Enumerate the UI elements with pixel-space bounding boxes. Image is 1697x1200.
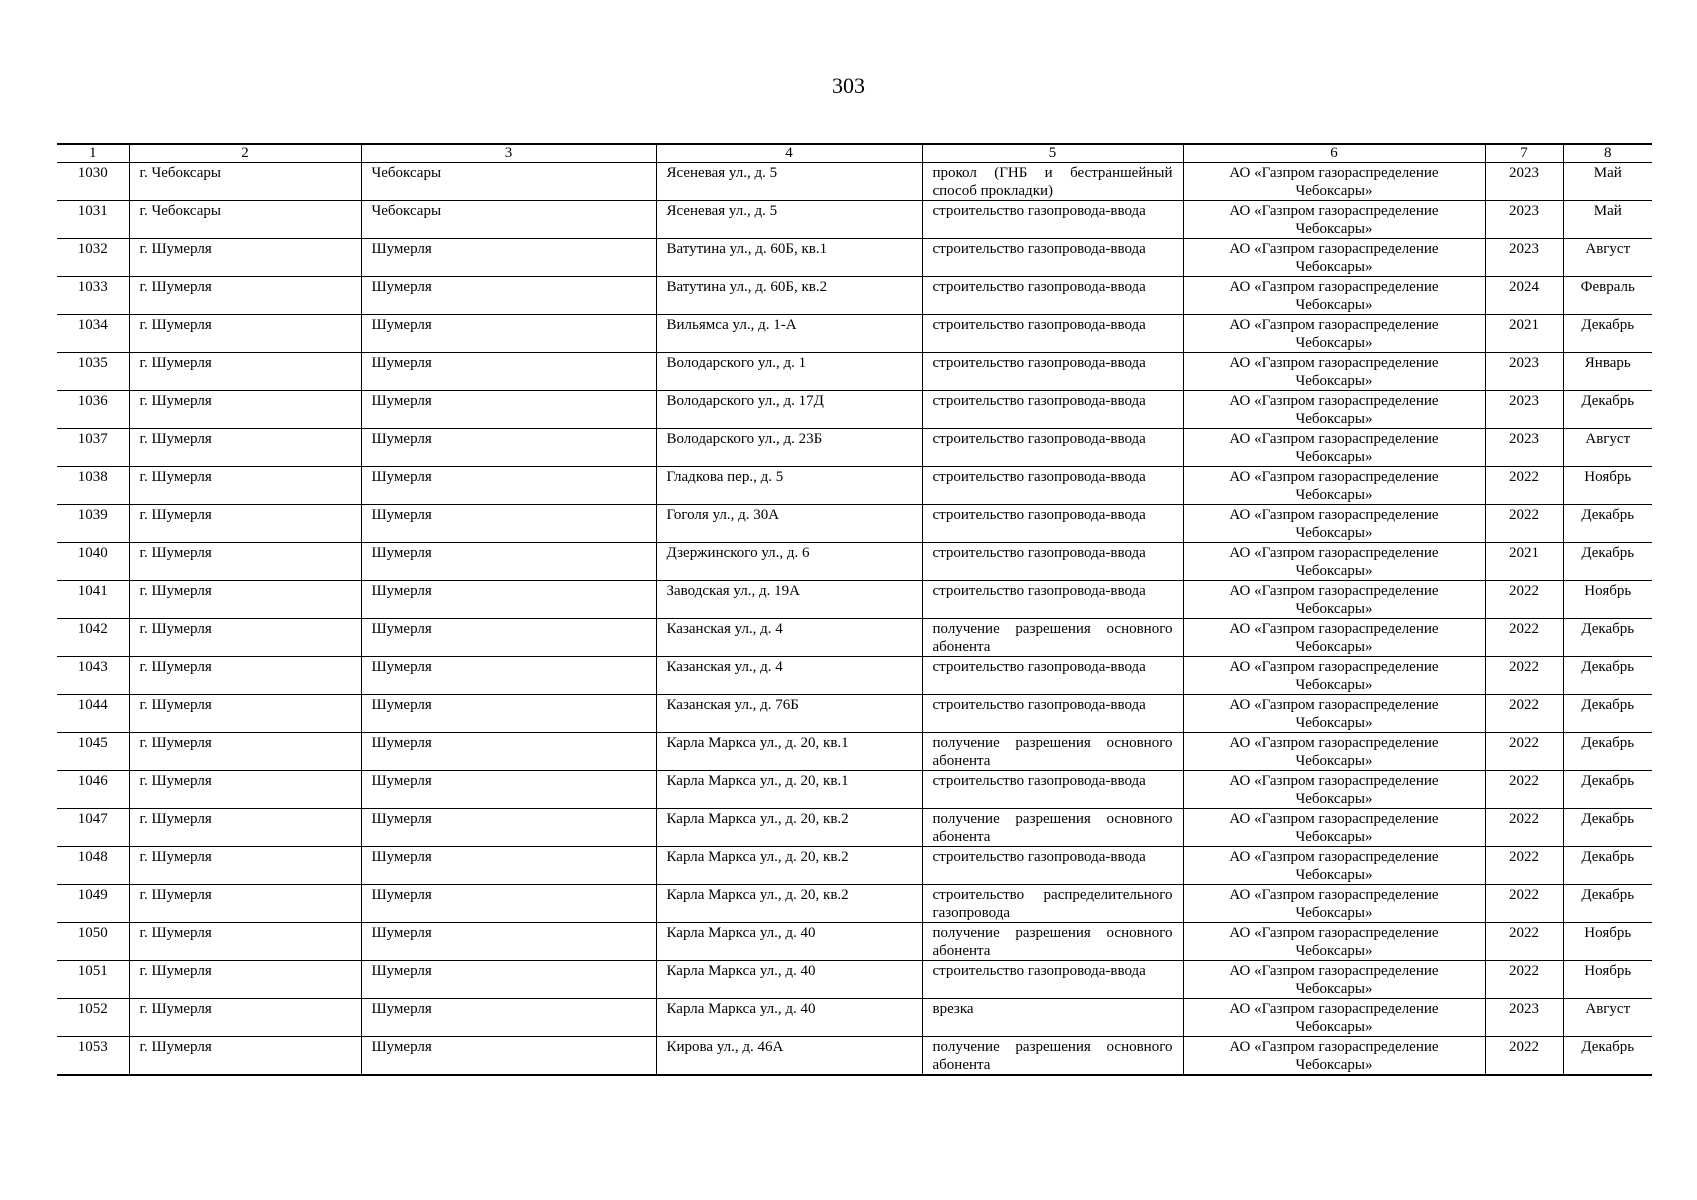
organization-cell: АО «Газпром газораспределение Чебоксары»: [1183, 505, 1485, 543]
address-cell: Казанская ул., д. 4: [656, 657, 922, 695]
row-number: 1035: [57, 353, 129, 391]
municipality-cell: г. Шумерля: [129, 619, 361, 657]
table-row: [57, 657, 1652, 695]
work-type-cell: строительство газопровода-ввода: [922, 315, 1183, 353]
month-cell: Декабрь: [1563, 657, 1652, 695]
table-row: [57, 695, 1652, 733]
table-row: [57, 429, 1652, 467]
table-body: [57, 163, 1652, 1076]
municipality-cell: г. Шумерля: [129, 809, 361, 847]
year-cell: 2022: [1485, 505, 1563, 543]
table-row: [57, 885, 1652, 923]
row-number: 1044: [57, 695, 129, 733]
year-cell: 2023: [1485, 999, 1563, 1037]
municipality-cell: г. Шумерля: [129, 999, 361, 1037]
row-number: 1042: [57, 619, 129, 657]
month-cell: Август: [1563, 429, 1652, 467]
work-type-cell: строительство распределительного газопровода: [922, 885, 1183, 923]
month-cell: Декабрь: [1563, 619, 1652, 657]
table-row: [57, 847, 1652, 885]
year-cell: 2022: [1485, 961, 1563, 999]
organization-cell: АО «Газпром газораспределение Чебоксары»: [1183, 239, 1485, 277]
municipality-cell: г. Шумерля: [129, 429, 361, 467]
settlement-cell: Шумерля: [361, 581, 656, 619]
year-cell: 2022: [1485, 657, 1563, 695]
month-cell: Декабрь: [1563, 505, 1652, 543]
table-row: [57, 923, 1652, 961]
settlement-cell: Чебоксары: [361, 201, 656, 239]
organization-cell: АО «Газпром газораспределение Чебоксары»: [1183, 201, 1485, 239]
address-cell: Кирова ул., д. 46А: [656, 1037, 922, 1076]
year-cell: 2022: [1485, 923, 1563, 961]
municipality-cell: г. Шумерля: [129, 695, 361, 733]
municipality-cell: г. Шумерля: [129, 733, 361, 771]
settlement-cell: Шумерля: [361, 505, 656, 543]
year-cell: 2022: [1485, 619, 1563, 657]
address-cell: Карла Маркса ул., д. 40: [656, 999, 922, 1037]
settlement-cell: Шумерля: [361, 923, 656, 961]
work-type-cell: получение разрешения основного абонента: [922, 1037, 1183, 1076]
organization-cell: АО «Газпром газораспределение Чебоксары»: [1183, 1037, 1485, 1076]
work-type-cell: строительство газопровода-ввода: [922, 239, 1183, 277]
organization-cell: АО «Газпром газораспределение Чебоксары»: [1183, 353, 1485, 391]
year-cell: 2023: [1485, 429, 1563, 467]
row-number: 1048: [57, 847, 129, 885]
year-cell: 2022: [1485, 847, 1563, 885]
year-cell: 2021: [1485, 543, 1563, 581]
month-cell: Ноябрь: [1563, 923, 1652, 961]
table-row: [57, 239, 1652, 277]
organization-cell: АО «Газпром газораспределение Чебоксары»: [1183, 809, 1485, 847]
year-cell: 2023: [1485, 201, 1563, 239]
column-header: 8: [1563, 144, 1652, 163]
organization-cell: АО «Газпром газораспределение Чебоксары»: [1183, 315, 1485, 353]
address-cell: Володарского ул., д. 17Д: [656, 391, 922, 429]
organization-cell: АО «Газпром газораспределение Чебоксары»: [1183, 657, 1485, 695]
municipality-cell: г. Шумерля: [129, 1037, 361, 1076]
settlement-cell: Шумерля: [361, 999, 656, 1037]
year-cell: 2022: [1485, 467, 1563, 505]
address-cell: Ватутина ул., д. 60Б, кв.1: [656, 239, 922, 277]
table-row: [57, 999, 1652, 1037]
work-type-cell: строительство газопровода-ввода: [922, 201, 1183, 239]
table-row: [57, 733, 1652, 771]
row-number: 1031: [57, 201, 129, 239]
work-type-cell: строительство газопровода-ввода: [922, 657, 1183, 695]
row-number: 1045: [57, 733, 129, 771]
column-header: 3: [361, 144, 656, 163]
table-row: [57, 391, 1652, 429]
municipality-cell: г. Шумерля: [129, 277, 361, 315]
address-cell: Карла Маркса ул., д. 20, кв.2: [656, 847, 922, 885]
column-header: 1: [57, 144, 129, 163]
column-number-header-row: [57, 144, 1652, 163]
settlement-cell: Шумерля: [361, 961, 656, 999]
settlement-cell: Шумерля: [361, 467, 656, 505]
work-type-cell: получение разрешения основного абонента: [922, 809, 1183, 847]
year-cell: 2022: [1485, 771, 1563, 809]
work-type-cell: строительство газопровода-ввода: [922, 847, 1183, 885]
address-cell: Карла Маркса ул., д. 40: [656, 961, 922, 999]
row-number: 1043: [57, 657, 129, 695]
year-cell: 2023: [1485, 353, 1563, 391]
organization-cell: АО «Газпром газораспределение Чебоксары»: [1183, 277, 1485, 315]
settlement-cell: Шумерля: [361, 771, 656, 809]
month-cell: Декабрь: [1563, 543, 1652, 581]
work-type-cell: строительство газопровода-ввода: [922, 543, 1183, 581]
organization-cell: АО «Газпром газораспределение Чебоксары»: [1183, 619, 1485, 657]
row-number: 1034: [57, 315, 129, 353]
municipality-cell: г. Шумерля: [129, 885, 361, 923]
row-number: 1033: [57, 277, 129, 315]
column-header: 7: [1485, 144, 1563, 163]
row-number: 1039: [57, 505, 129, 543]
month-cell: Декабрь: [1563, 885, 1652, 923]
municipality-cell: г. Шумерля: [129, 467, 361, 505]
month-cell: Август: [1563, 239, 1652, 277]
work-type-cell: получение разрешения основного абонента: [922, 923, 1183, 961]
settlement-cell: Шумерля: [361, 239, 656, 277]
settlement-cell: Шумерля: [361, 277, 656, 315]
municipality-cell: г. Чебоксары: [129, 163, 361, 201]
municipality-cell: г. Шумерля: [129, 353, 361, 391]
year-cell: 2023: [1485, 239, 1563, 277]
address-cell: Ясеневая ул., д. 5: [656, 201, 922, 239]
work-type-cell: получение разрешения основного абонента: [922, 619, 1183, 657]
work-type-cell: прокол (ГНБ и бестраншейный способ прокладки): [922, 163, 1183, 201]
row-number: 1053: [57, 1037, 129, 1076]
work-type-cell: строительство газопровода-ввода: [922, 429, 1183, 467]
column-header: 6: [1183, 144, 1485, 163]
organization-cell: АО «Газпром газораспределение Чебоксары»: [1183, 429, 1485, 467]
work-type-cell: строительство газопровода-ввода: [922, 277, 1183, 315]
row-number: 1041: [57, 581, 129, 619]
municipality-cell: г. Шумерля: [129, 961, 361, 999]
table-row: [57, 1037, 1652, 1076]
column-header: 2: [129, 144, 361, 163]
month-cell: Май: [1563, 201, 1652, 239]
settlement-cell: Шумерля: [361, 809, 656, 847]
address-cell: Володарского ул., д. 1: [656, 353, 922, 391]
organization-cell: АО «Газпром газораспределение Чебоксары»: [1183, 391, 1485, 429]
year-cell: 2022: [1485, 695, 1563, 733]
address-cell: Дзержинского ул., д. 6: [656, 543, 922, 581]
table-row: [57, 201, 1652, 239]
organization-cell: АО «Газпром газораспределение Чебоксары»: [1183, 543, 1485, 581]
organization-cell: АО «Газпром газораспределение Чебоксары»: [1183, 163, 1485, 201]
settlement-cell: Шумерля: [361, 543, 656, 581]
work-type-cell: строительство газопровода-ввода: [922, 505, 1183, 543]
table-row: [57, 505, 1652, 543]
municipality-cell: г. Чебоксары: [129, 201, 361, 239]
table-row: [57, 961, 1652, 999]
settlement-cell: Шумерля: [361, 657, 656, 695]
address-cell: Ватутина ул., д. 60Б, кв.2: [656, 277, 922, 315]
row-number: 1032: [57, 239, 129, 277]
organization-cell: АО «Газпром газораспределение Чебоксары»: [1183, 999, 1485, 1037]
year-cell: 2022: [1485, 733, 1563, 771]
month-cell: Декабрь: [1563, 315, 1652, 353]
table-row: [57, 543, 1652, 581]
row-number: 1049: [57, 885, 129, 923]
municipality-cell: г. Шумерля: [129, 391, 361, 429]
organization-cell: АО «Газпром газораспределение Чебоксары»: [1183, 733, 1485, 771]
month-cell: Декабрь: [1563, 771, 1652, 809]
year-cell: 2022: [1485, 809, 1563, 847]
municipality-cell: г. Шумерля: [129, 923, 361, 961]
month-cell: Август: [1563, 999, 1652, 1037]
column-header: 5: [922, 144, 1183, 163]
address-cell: Казанская ул., д. 76Б: [656, 695, 922, 733]
row-number: 1036: [57, 391, 129, 429]
page-number: 303: [832, 73, 865, 98]
table-row: [57, 467, 1652, 505]
address-cell: Заводская ул., д. 19А: [656, 581, 922, 619]
year-cell: 2023: [1485, 391, 1563, 429]
month-cell: Декабрь: [1563, 809, 1652, 847]
organization-cell: АО «Газпром газораспределение Чебоксары»: [1183, 467, 1485, 505]
work-type-cell: строительство газопровода-ввода: [922, 771, 1183, 809]
address-cell: Карла Маркса ул., д. 20, кв.1: [656, 733, 922, 771]
settlement-cell: Чебоксары: [361, 163, 656, 201]
settlement-cell: Шумерля: [361, 1037, 656, 1076]
work-type-cell: строительство газопровода-ввода: [922, 581, 1183, 619]
organization-cell: АО «Газпром газораспределение Чебоксары»: [1183, 961, 1485, 999]
settlement-cell: Шумерля: [361, 695, 656, 733]
year-cell: 2023: [1485, 163, 1563, 201]
row-number: 1051: [57, 961, 129, 999]
settlement-cell: Шумерля: [361, 847, 656, 885]
address-cell: Карла Маркса ул., д. 20, кв.1: [656, 771, 922, 809]
organization-cell: АО «Газпром газораспределение Чебоксары»: [1183, 695, 1485, 733]
address-cell: Карла Маркса ул., д. 20, кв.2: [656, 885, 922, 923]
table-row: [57, 581, 1652, 619]
table-row: [57, 277, 1652, 315]
work-type-cell: строительство газопровода-ввода: [922, 467, 1183, 505]
address-cell: Карла Маркса ул., д. 20, кв.2: [656, 809, 922, 847]
address-cell: Гладкова пер., д. 5: [656, 467, 922, 505]
month-cell: Ноябрь: [1563, 581, 1652, 619]
table-row: [57, 163, 1652, 201]
row-number: 1030: [57, 163, 129, 201]
settlement-cell: Шумерля: [361, 619, 656, 657]
column-header: 4: [656, 144, 922, 163]
municipality-cell: г. Шумерля: [129, 771, 361, 809]
settlement-cell: Шумерля: [361, 315, 656, 353]
municipality-cell: г. Шумерля: [129, 657, 361, 695]
municipality-cell: г. Шумерля: [129, 505, 361, 543]
municipality-cell: г. Шумерля: [129, 239, 361, 277]
municipality-cell: г. Шумерля: [129, 581, 361, 619]
row-number: 1038: [57, 467, 129, 505]
municipality-cell: г. Шумерля: [129, 847, 361, 885]
table-row: [57, 809, 1652, 847]
work-type-cell: строительство газопровода-ввода: [922, 961, 1183, 999]
organization-cell: АО «Газпром газораспределение Чебоксары»: [1183, 771, 1485, 809]
settlement-cell: Шумерля: [361, 391, 656, 429]
month-cell: Январь: [1563, 353, 1652, 391]
organization-cell: АО «Газпром газораспределение Чебоксары»: [1183, 885, 1485, 923]
settlement-cell: Шумерля: [361, 353, 656, 391]
address-cell: Вильямса ул., д. 1-А: [656, 315, 922, 353]
address-cell: Володарского ул., д. 23Б: [656, 429, 922, 467]
table-row: [57, 315, 1652, 353]
settlement-cell: Шумерля: [361, 733, 656, 771]
work-type-cell: врезка: [922, 999, 1183, 1037]
month-cell: Декабрь: [1563, 695, 1652, 733]
row-number: 1046: [57, 771, 129, 809]
year-cell: 2021: [1485, 315, 1563, 353]
address-cell: Карла Маркса ул., д. 40: [656, 923, 922, 961]
year-cell: 2022: [1485, 581, 1563, 619]
data-table: [57, 143, 1652, 1076]
municipality-cell: г. Шумерля: [129, 315, 361, 353]
organization-cell: АО «Газпром газораспределение Чебоксары»: [1183, 847, 1485, 885]
month-cell: Ноябрь: [1563, 467, 1652, 505]
settlement-cell: Шумерля: [361, 885, 656, 923]
table-row: [57, 353, 1652, 391]
month-cell: Декабрь: [1563, 391, 1652, 429]
work-type-cell: строительство газопровода-ввода: [922, 353, 1183, 391]
table-row: [57, 619, 1652, 657]
row-number: 1040: [57, 543, 129, 581]
settlement-cell: Шумерля: [361, 429, 656, 467]
row-number: 1050: [57, 923, 129, 961]
address-cell: Ясеневая ул., д. 5: [656, 163, 922, 201]
municipality-cell: г. Шумерля: [129, 543, 361, 581]
row-number: 1037: [57, 429, 129, 467]
month-cell: Февраль: [1563, 277, 1652, 315]
work-type-cell: строительство газопровода-ввода: [922, 695, 1183, 733]
year-cell: 2022: [1485, 1037, 1563, 1076]
work-type-cell: получение разрешения основного абонента: [922, 733, 1183, 771]
organization-cell: АО «Газпром газораспределение Чебоксары»: [1183, 923, 1485, 961]
address-cell: Гоголя ул., д. 30А: [656, 505, 922, 543]
year-cell: 2022: [1485, 885, 1563, 923]
address-cell: Казанская ул., д. 4: [656, 619, 922, 657]
row-number: 1047: [57, 809, 129, 847]
month-cell: Май: [1563, 163, 1652, 201]
work-type-cell: строительство газопровода-ввода: [922, 391, 1183, 429]
organization-cell: АО «Газпром газораспределение Чебоксары»: [1183, 581, 1485, 619]
month-cell: Декабрь: [1563, 733, 1652, 771]
month-cell: Декабрь: [1563, 1037, 1652, 1076]
month-cell: Декабрь: [1563, 847, 1652, 885]
year-cell: 2024: [1485, 277, 1563, 315]
table-row: [57, 771, 1652, 809]
row-number: 1052: [57, 999, 129, 1037]
month-cell: Ноябрь: [1563, 961, 1652, 999]
